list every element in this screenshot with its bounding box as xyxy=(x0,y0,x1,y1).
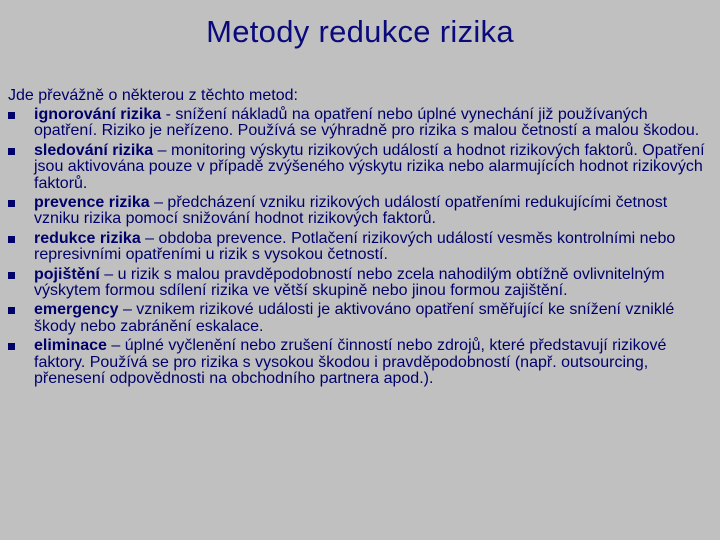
square-bullet-icon xyxy=(8,307,15,314)
item-term: redukce rizika xyxy=(34,229,141,247)
square-bullet-icon xyxy=(8,112,15,119)
item-text: – monitoring výskytu rizikových událostí a hodnot rizikových faktorů. Opatření jsou aktivována pouze v případě zvýšeného výskytu rizika nebo alarmujících hodnot rizikových faktorů. xyxy=(34,141,705,192)
intro-text: Jde převážně o některou z těchto metod: xyxy=(8,87,298,104)
item-text: - snížení nákladů na opatření nebo úplné vynechání již používaných opatření. Riziko je neřízeno. Používá se výhradně pro rizika s malou četností a malou škodou. xyxy=(34,106,700,140)
list-item xyxy=(8,143,714,192)
list-item xyxy=(8,267,714,300)
square-bullet-icon xyxy=(8,272,15,279)
list-item xyxy=(8,338,714,387)
item-text: – u rizik s malou pravděpodobností nebo zcela nahodilým obtížně ovlivnitelným výskytem formou sdílení rizika ve větší skupině nebo jinou formou zajištění. xyxy=(34,265,665,300)
list-item xyxy=(8,302,714,335)
item-term: prevence rizika xyxy=(34,194,150,212)
item-term: emergency xyxy=(34,301,119,319)
item-term: pojištění xyxy=(34,265,100,283)
square-bullet-icon xyxy=(8,343,15,350)
item-term: ignorování rizika xyxy=(34,106,162,123)
slide-title: Metody redukce rizika xyxy=(206,14,514,49)
list-item xyxy=(8,195,714,228)
methods-list xyxy=(8,107,714,391)
item-text: – vznikem rizikové události je aktivováno opatření směřující ke snížení vzniklé škody nebo zabránění eskalace. xyxy=(34,301,675,335)
item-text: – předcházení vzniku rizikových událostí opatřeními redukujícími četnost vzniku rizika pomocí snižování hodnot rizikových faktorů. xyxy=(34,194,668,228)
list-item xyxy=(8,231,714,264)
square-bullet-icon xyxy=(8,236,15,243)
item-text: – úplné vyčlenění nebo zrušení činností nebo zdrojů, které představují rizikové faktory. Používá se pro rizika s vysokou škodou i pravděpodobností (např. outsourcing, přenesení odpovědnosti na obchodního partnera apod.). xyxy=(34,337,667,388)
item-text: – obdoba prevence. Potlačení rizikových událostí vesměs kontrolními nebo represivními opatřeními u rizik s vysokou četností. xyxy=(34,229,676,264)
item-term: eliminace xyxy=(34,337,107,355)
item-term: sledování rizika xyxy=(34,141,154,159)
list-item xyxy=(8,107,714,140)
square-bullet-icon xyxy=(8,200,15,207)
square-bullet-icon xyxy=(8,148,15,155)
